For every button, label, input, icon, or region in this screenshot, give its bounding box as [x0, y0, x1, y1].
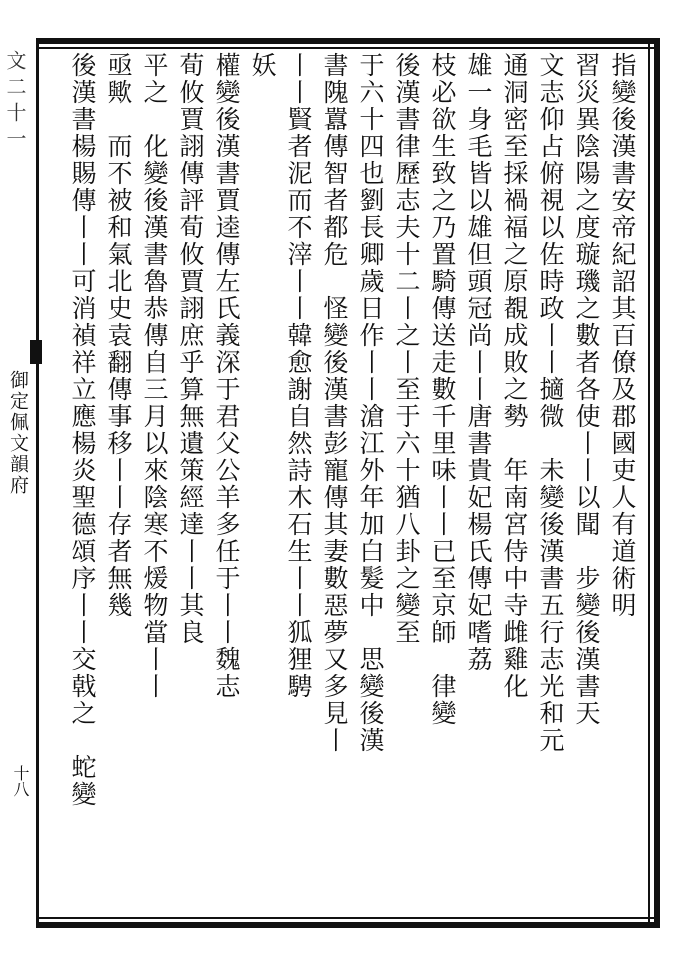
bottom-border-inner [38, 917, 660, 919]
text-column: 雄一身毛皆以雄但頭冠尚丨丨唐書貴妃楊氏傳妃嗜荔 [464, 52, 493, 673]
text-column: 權變後漢書賈逵傳左氏義深于君父公羊多任于丨丨魏志 [212, 52, 241, 700]
margin-fragment: 文二十一 [3, 50, 27, 154]
right-border [654, 38, 660, 928]
text-column: 書隗囂傳智者都危 怪變後漢書彭寵傳其妻數惡夢又多見丨 [320, 52, 349, 754]
text-column: 通洞密至採禍福之原覩成敗之勢 年南宮侍中寺雌雞化 [500, 52, 529, 700]
text-column: 習災異陰陽之度璇璣之數者各使丨丨以聞 步變後漢書天 [572, 52, 601, 727]
text-column [40, 52, 62, 912]
text-column: 荀攸賈詡傳評荀攸賈詡庶乎算無遺策經達丨丨其良 [176, 52, 205, 646]
text-column: 文志仰占俯視以佐時政丨丨擿微 未變後漢書五行志光和元 [536, 52, 565, 754]
text-column: 亟歟 而不被和氣北史袁翻傳事移丨丨存者無幾 [104, 52, 133, 619]
top-border [38, 38, 660, 44]
text-column: 指變後漢書安帝紀詔其百僚及郡國吏人有道術明 [608, 52, 637, 619]
text-column: 枝必欲生致之乃置騎傳送走數千里味丨丨已至京師 律變 [428, 52, 457, 727]
page-margin [0, 40, 40, 920]
text-column: 妖 [248, 52, 277, 79]
bottom-border [38, 922, 660, 928]
page-number: 十八 [11, 765, 30, 797]
right-border-inner [648, 38, 650, 928]
text-column: 後漢書律歷志夫十二丨之丨至于六十猶八卦之變至 [392, 52, 421, 646]
text-column: 平之 化變後漢書魯恭傳自三月以來陰寒不煖物當丨丨 [140, 52, 169, 700]
text-column: 于六十四也劉長卿歲日作丨丨滄江外年加白髮中 思變後漢 [356, 52, 385, 754]
top-border-inner [38, 47, 660, 49]
text-column: 丨丨賢者泥而不滓丨丨韓愈謝自然詩木石生丨丨狐狸騁 [284, 52, 313, 700]
book-title: 御定佩文韻府 [7, 370, 29, 496]
text-column: 後漢書楊賜傳丨丨可消禎祥立應楊炎聖德頌序丨丨交戟之 蛇變 [68, 52, 97, 808]
